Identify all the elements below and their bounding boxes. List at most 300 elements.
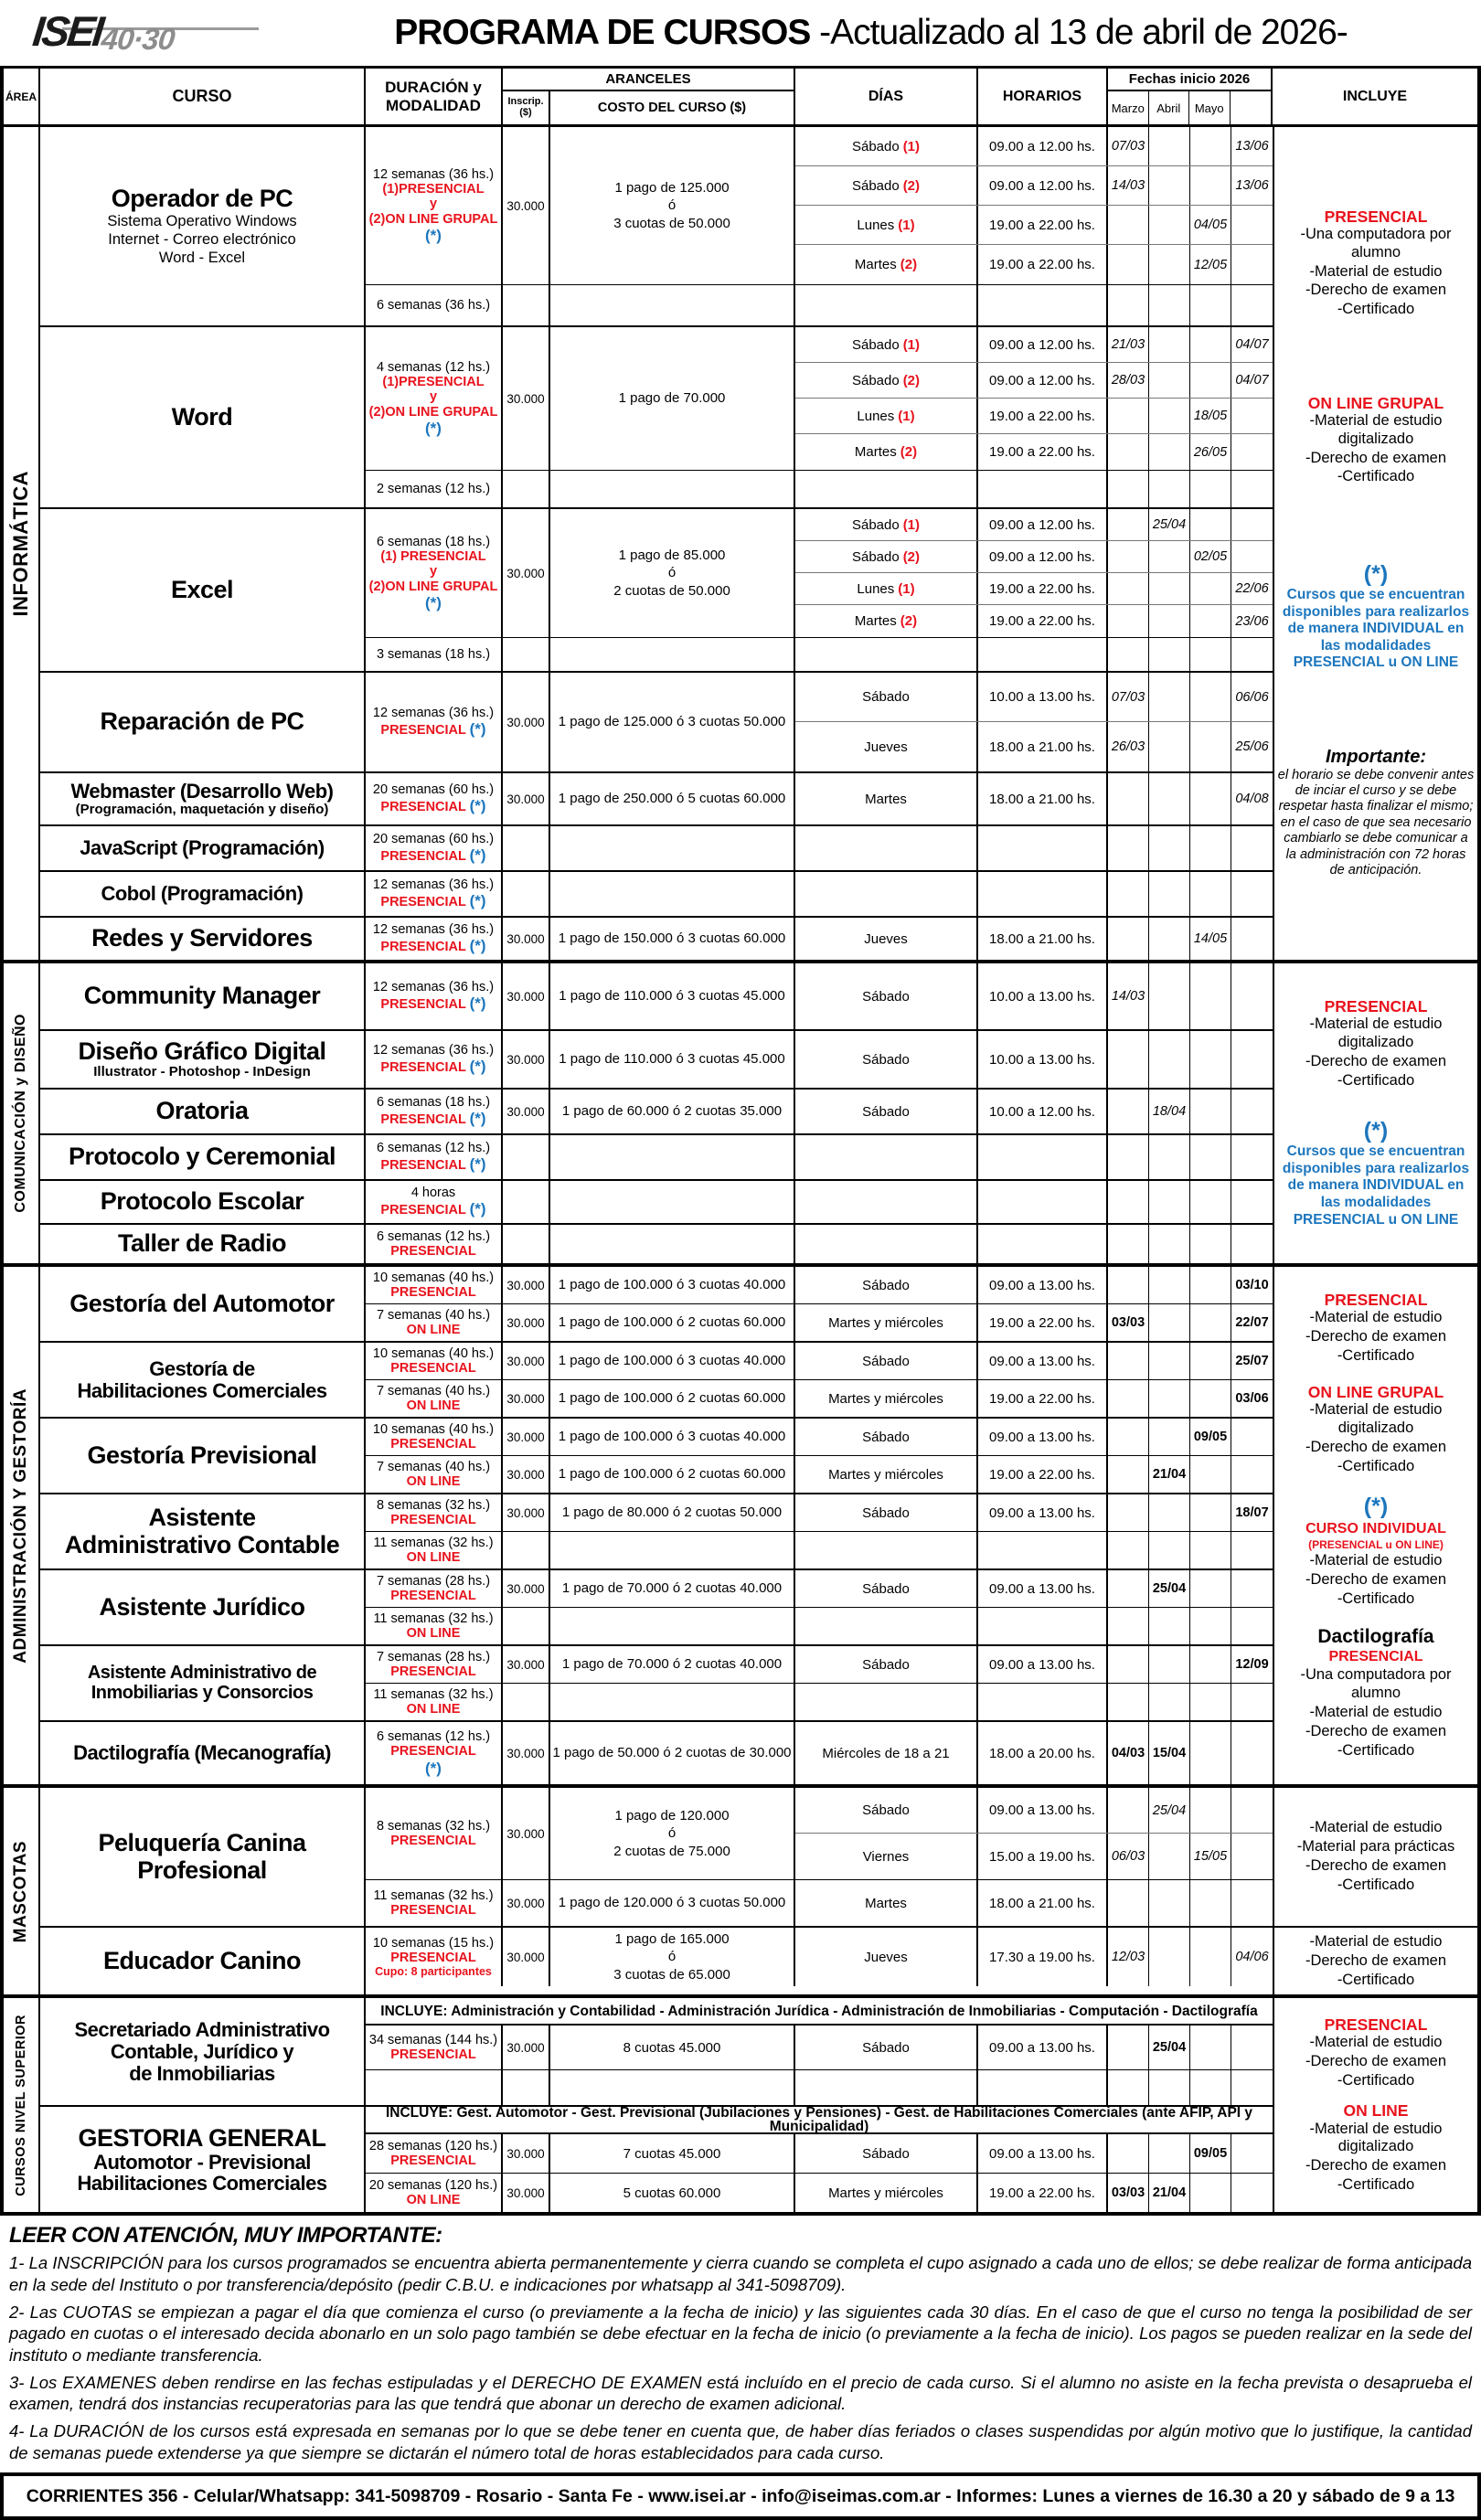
schedule-row (795, 1570, 1273, 1607)
cost-line: 1 pago de 50.000 ó 2 cuotas de 30.000 (552, 1745, 792, 1761)
course-row (40, 872, 1273, 918)
inscription-cell: 30.000 (503, 2026, 550, 2069)
course-title-line: Profesional (137, 1855, 267, 1884)
date-cell-marzo (1108, 1880, 1149, 1926)
cost-cell (550, 673, 795, 771)
date-cell-mayo: 26/05 (1190, 434, 1231, 470)
schedule-stack (795, 509, 1273, 637)
date-cell-marzo (1108, 245, 1149, 284)
cost-cell (550, 1570, 795, 1607)
day-cell (795, 1419, 978, 1455)
course-title (40, 1788, 366, 1926)
schedule-row (795, 1380, 1273, 1417)
time-cell: 09.00 a 12.00 hs. (978, 363, 1108, 398)
month-header-3: Mayo (1189, 91, 1231, 124)
date-cell-mayo (1190, 1135, 1231, 1179)
course-title-line: Illustrator - Photoshop - InDesign (93, 1064, 311, 1080)
date-cell-extra (1231, 2134, 1273, 2173)
time-cell: 09.00 a 13.00 hs. (978, 1267, 1108, 1303)
schedule-stack (795, 327, 1273, 470)
course-title (40, 1090, 366, 1133)
duration-line: (2)ON LINE GRUPAL (368, 211, 498, 227)
date-cell-mayo (1190, 1225, 1231, 1263)
date-cell-extra (1231, 399, 1273, 433)
date-cell-abril (1149, 1380, 1190, 1417)
cost-cell (550, 1135, 795, 1179)
duration-cell (366, 1419, 503, 1455)
inscription-cell: 30.000 (503, 1419, 550, 1455)
day-text: Sábado (862, 2145, 910, 2162)
schedule-row (795, 327, 1273, 363)
schedule-stack (795, 1722, 1273, 1784)
date-cell-marzo (1108, 573, 1149, 604)
date-cell-marzo (1108, 1684, 1149, 1720)
date-cell-extra (1231, 1419, 1273, 1455)
course-row (40, 1031, 1273, 1090)
inscription-cell: 30.000 (503, 1570, 550, 1607)
date-cell-mayo (1190, 127, 1231, 165)
col-header-fechas (1108, 69, 1273, 124)
date-cell-abril: 18/04 (1149, 1090, 1190, 1133)
date-cell-extra (1231, 1031, 1273, 1088)
variants-stack (366, 1494, 1273, 1568)
duration-line: 6 semanas (12 hs.) (376, 1228, 491, 1244)
schedule-stack (795, 1880, 1273, 1926)
date-cell-mayo (1190, 773, 1231, 824)
course-title (40, 509, 366, 671)
incluye-line: -Certificado (1337, 301, 1415, 318)
date-cell-extra (1231, 918, 1273, 960)
cost-cell (550, 2174, 795, 2212)
incluye-line: -Material para prácticas (1296, 1838, 1455, 1855)
incluye-block (1277, 395, 1475, 487)
time-cell: 09.00 a 12.00 hs. (978, 327, 1108, 362)
area-comunicacion (4, 963, 1477, 1267)
schedule-stack (795, 1380, 1273, 1417)
incluye-line: (PRESENCIAL u ON LINE) (1308, 1537, 1444, 1551)
schedule-stack (795, 1090, 1273, 1133)
course-title-line: Reparación de PC (100, 707, 304, 736)
duration-line: 12 semanas (36 hs.) (372, 167, 495, 183)
duration-line: 10 semanas (40 hs.) (372, 1345, 495, 1361)
schedule-row (795, 1304, 1273, 1341)
cost-line: ó (667, 1825, 677, 1842)
area-label-superior (4, 1998, 40, 2212)
fechas-label: Fechas inicio 2026 (1108, 69, 1271, 91)
schedule-stack (795, 638, 1273, 671)
date-cell-mayo (1190, 2174, 1231, 2212)
course-variant (366, 1031, 1273, 1088)
incluye-block-title: ON LINE GRUPAL (1307, 393, 1444, 412)
date-cell-abril: 25/04 (1149, 1788, 1190, 1833)
date-cell-mayo (1190, 1608, 1231, 1644)
incluye-line: -Derecho de examen (1305, 1439, 1447, 1456)
inscription-cell: 30.000 (503, 773, 550, 824)
course-title-line: Gestoría Previsional (87, 1441, 317, 1469)
time-cell: 09.00 a 13.00 hs. (978, 2026, 1108, 2069)
date-cell-abril (1149, 673, 1190, 721)
duration-line: ON LINE (406, 1323, 461, 1337)
inscription-cell (503, 285, 550, 325)
day-cell (795, 1608, 978, 1644)
time-cell: 19.00 a 22.00 hs. (978, 1456, 1108, 1493)
duration-line: 7 semanas (40 hs.) (376, 1383, 491, 1398)
cost-line: ó (667, 565, 677, 581)
inscription-cell: 30.000 (503, 1090, 550, 1133)
date-cell-extra (1231, 1684, 1273, 1720)
inscription-cell: 30.000 (503, 127, 550, 284)
incluye-cell (1273, 963, 1477, 1263)
area-superior (4, 1998, 1477, 2212)
group-mark: (2) (902, 548, 921, 565)
duration-line: ON LINE (406, 1626, 461, 1641)
note-paragraph: 4- La DURACIÓN de los cursos está expresada en semanas por lo que se debe tener en cuenta que, de haber días feriados o clases suspendidas por algún motivo que lo justifique, la cantidad de semanas puede extenderse ya que siempre se dictarán el número total de horas establecidados para cada curso. (9, 2421, 1472, 2462)
date-cell-extra (1231, 285, 1273, 325)
area-label-text: COMUNICACIÓN y DISEÑO (13, 1014, 28, 1213)
duration-cell (366, 1570, 503, 1607)
schedule-row (795, 2026, 1273, 2069)
day-text: Martes (865, 1895, 907, 1911)
cost-cell (550, 327, 795, 470)
variants-stack (366, 826, 1273, 870)
inscription-cell (503, 1225, 550, 1263)
course-variant (366, 1419, 1273, 1456)
schedule-row (795, 2070, 1273, 2105)
schedule-stack (795, 1419, 1273, 1455)
day-cell (795, 399, 978, 433)
date-cell-extra: 04/06 (1235, 1950, 1269, 1964)
duration-line: y (429, 197, 438, 212)
date-cell-extra (1231, 434, 1273, 470)
day-cell (795, 1304, 978, 1341)
course-variant (366, 918, 1273, 960)
duration-line: PRESENCIAL (390, 1437, 476, 1451)
schedule-stack (795, 1646, 1273, 1683)
date-cell-extra: 25/07 (1235, 1354, 1269, 1368)
incluye-line: PRESENCIAL (1328, 1649, 1423, 1665)
course-title-line: Peluquería Canina (98, 1829, 306, 1857)
duration-line: 6 semanas (12 hs.) (376, 1140, 491, 1155)
title-main: PROGRAMA DE CURSOS (394, 13, 811, 52)
date-cell-abril (1149, 1181, 1190, 1223)
date-cell-abril (1149, 1343, 1190, 1379)
incluye-block (1277, 1384, 1475, 1476)
schedule-stack (795, 2134, 1273, 2173)
course-variant (366, 1304, 1273, 1341)
time-cell (978, 1135, 1108, 1179)
date-cell-mayo (1190, 1090, 1231, 1133)
cost-line: 3 cuotas de 65.000 (613, 1966, 730, 1983)
variants-stack (366, 1646, 1273, 1720)
incluye-cell (1273, 127, 1477, 960)
date-cell-mayo: 12/05 (1190, 245, 1231, 284)
date-cell-abril (1149, 541, 1190, 572)
day-text: Sábado (862, 1656, 910, 1673)
course-row (40, 509, 1273, 673)
variants-stack (366, 1419, 1273, 1493)
schedule-row (795, 1419, 1273, 1455)
date-cell-extra (1231, 963, 1273, 1029)
incluye-cell (1273, 1928, 1477, 1994)
duration-line: (*) (425, 226, 442, 244)
course-row (40, 826, 1273, 872)
duration-line: 10 semanas (40 hs.) (372, 1270, 495, 1285)
date-cell-mayo (1190, 673, 1231, 721)
course-row (40, 327, 1273, 509)
course-title (40, 1998, 366, 2105)
area-label-mascotas (4, 1788, 40, 1994)
time-cell: 19.00 a 22.00 hs. (978, 245, 1108, 284)
duration-line: 6 semanas (36 hs.) (376, 297, 491, 313)
course-row (40, 127, 1273, 327)
time-cell: 18.00 a 21.00 hs. (978, 1880, 1108, 1926)
time-cell: 10.00 a 13.00 hs. (978, 1031, 1108, 1088)
schedule-row (795, 245, 1273, 284)
date-cell-abril (1149, 434, 1190, 470)
duration-line: PRESENCIAL (390, 1513, 476, 1527)
time-cell: 09.00 a 12.00 hs. (978, 166, 1108, 205)
duration-line: (*) (425, 419, 442, 437)
date-cell-mayo (1190, 471, 1231, 507)
day-text: Sábado (851, 372, 900, 388)
course-row (40, 1722, 1273, 1784)
course-variant (366, 773, 1273, 824)
date-cell-mayo (1190, 1267, 1231, 1303)
date-cell-mayo (1190, 363, 1231, 398)
course-title (40, 673, 366, 771)
date-cell-marzo: 14/03 (1108, 166, 1149, 205)
date-cell-marzo: 12/03 (1108, 1928, 1149, 1986)
duration-line: PRESENCIAL (*) (380, 994, 486, 1013)
cost-cell (550, 1031, 795, 1088)
course-title-line: Asistente (148, 1504, 256, 1532)
day-text: Martes y miércoles (828, 1390, 943, 1407)
date-cell-abril (1149, 918, 1190, 960)
time-cell: 09.00 a 12.00 hs. (978, 127, 1108, 165)
date-cell-extra (1231, 1135, 1273, 1179)
cost-line: 1 pago de 80.000 ó 2 cuotas 50.000 (561, 1505, 783, 1521)
cost-cell (550, 1722, 795, 1784)
schedule-stack (795, 1225, 1273, 1263)
cost-cell (550, 773, 795, 824)
day-cell (795, 573, 978, 604)
incluye-cell (1273, 1998, 1477, 2212)
course-row (40, 1419, 1273, 1494)
schedule-stack (795, 285, 1273, 325)
time-cell: 09.00 a 13.00 hs. (978, 1343, 1108, 1379)
date-cell-marzo (1108, 1788, 1149, 1833)
date-cell-extra (1231, 638, 1273, 671)
cost-cell (550, 1532, 795, 1568)
day-cell (795, 1532, 978, 1568)
time-cell (978, 471, 1108, 507)
cost-line: 1 pago de 70.000 ó 2 cuotas 40.000 (561, 1656, 783, 1673)
cost-line: ó (667, 197, 677, 214)
incluye-line: -Material de estudio (1309, 1703, 1443, 1720)
duration-cell (366, 872, 503, 916)
group-mark: (1) (902, 516, 921, 533)
cost-line: 1 pago de 165.000 (614, 1930, 730, 1947)
course-variant (366, 1225, 1273, 1263)
area-label-text: ADMINISTRACIÓN Y GESTORÍA (11, 1388, 30, 1664)
course-row (40, 673, 1273, 773)
cost-line: 1 pago de 125.000 ó 3 cuotas 50.000 (558, 714, 786, 730)
date-cell-extra: 06/06 (1235, 689, 1269, 705)
day-text: Martes y miércoles (828, 1314, 943, 1331)
time-cell: 09.00 a 12.00 hs. (978, 541, 1108, 572)
day-cell (795, 2026, 978, 2069)
course-variant (366, 2134, 1273, 2174)
day-cell (795, 1225, 978, 1263)
date-cell-abril (1149, 363, 1190, 398)
duration-line: PRESENCIAL (*) (380, 1155, 486, 1174)
date-cell-abril (1149, 399, 1190, 433)
date-cell-abril (1149, 638, 1190, 671)
inscription-cell: 30.000 (503, 1380, 550, 1417)
duration-cell (366, 1304, 503, 1341)
time-cell: 19.00 a 22.00 hs. (978, 1304, 1108, 1341)
course-title (40, 1225, 366, 1263)
time-cell: 18.00 a 21.00 hs. (978, 722, 1108, 771)
date-cell-extra (1231, 1570, 1273, 1607)
incluye-line: -Material de estudio (1309, 1933, 1443, 1950)
course-title-line: Asistente Jurídico (99, 1592, 305, 1621)
course-variant (366, 1135, 1273, 1179)
course-row (40, 918, 1273, 960)
incluye-line: -Derecho de examen (1305, 2157, 1447, 2174)
duration-cell (366, 1928, 503, 1986)
inscription-cell: 30.000 (503, 1928, 550, 1986)
incluye-line: -Material de estudio digitalizado (1309, 1015, 1443, 1050)
duration-line: 34 semanas (144 hs.) (368, 2033, 498, 2048)
course-variant (366, 638, 1273, 671)
duration-line: 11 semanas (32 hs.) (373, 1686, 494, 1702)
courses-stack (40, 1788, 1477, 1994)
date-cell-abril (1149, 1646, 1190, 1683)
course-variant (366, 1608, 1273, 1644)
date-cell-mayo (1190, 2070, 1231, 2105)
isei-logo (7, 7, 268, 56)
schedule-row (795, 722, 1273, 771)
duration-line: PRESENCIAL (390, 1244, 476, 1259)
date-cell-extra: 22/06 (1235, 581, 1269, 596)
incluye-block (1277, 2102, 1475, 2195)
time-cell: 09.00 a 13.00 hs. (978, 1419, 1108, 1455)
day-text: Martes (865, 791, 907, 807)
date-cell-extra (1231, 2070, 1273, 2105)
duration-cell (366, 1684, 503, 1720)
duration-line: 11 semanas (32 hs.) (373, 1611, 494, 1626)
duration-line: 12 semanas (36 hs.) (372, 979, 495, 994)
cost-line: 1 pago de 70.000 (618, 390, 726, 407)
duration-line: 11 semanas (32 hs.) (373, 1887, 494, 1903)
incluye-line: -Material de estudio (1309, 1819, 1443, 1836)
incluye-line: -Material de estudio (1309, 2034, 1443, 2051)
date-cell-extra (1231, 2026, 1273, 2069)
duration-cell (366, 1267, 503, 1303)
time-cell: 15.00 a 19.00 hs. (978, 1834, 1108, 1879)
duration-line: PRESENCIAL (*) (380, 1200, 486, 1218)
course-title (40, 327, 366, 507)
cost-cell (550, 127, 795, 284)
inscription-cell (503, 1135, 550, 1179)
date-cell-marzo: 26/03 (1108, 722, 1149, 771)
course-title-line: Administrativo Contable (64, 1530, 340, 1558)
group-mark: (2) (900, 613, 918, 629)
course-variant (366, 1646, 1273, 1684)
date-cell-marzo (1108, 471, 1149, 507)
cost-line: 3 cuotas de 50.000 (613, 215, 730, 231)
duration-cell (366, 1788, 503, 1879)
date-cell-abril: 25/04 (1149, 1570, 1190, 1607)
date-cell-mayo (1190, 1380, 1231, 1417)
course-variant (366, 2070, 1273, 2105)
duration-line: (2)ON LINE GRUPAL (368, 579, 498, 594)
date-cell-marzo (1108, 638, 1149, 671)
schedule-stack (795, 963, 1273, 1029)
schedule-row (795, 826, 1273, 870)
time-cell (978, 1608, 1108, 1644)
incluye-block (1277, 748, 1475, 879)
col-header-area: ÁREA (4, 69, 40, 124)
day-cell (795, 327, 978, 362)
duration-line: Cupo: 8 participantes (375, 1965, 492, 1979)
incluye-block-title: Importante: (1326, 746, 1426, 767)
day-cell (795, 638, 978, 671)
duration-line: PRESENCIAL (*) (380, 937, 486, 955)
day-cell (795, 918, 978, 960)
incluye-line: -Material de estudio digitalizado (1309, 2120, 1443, 2155)
date-cell-abril (1149, 1135, 1190, 1179)
date-cell-mayo (1190, 638, 1231, 671)
incluye-block (1277, 208, 1475, 319)
time-cell: 19.00 a 22.00 hs. (978, 605, 1108, 637)
schedule-row (795, 471, 1273, 507)
months-row (1108, 91, 1271, 124)
day-cell (795, 1031, 978, 1088)
course-row (40, 1998, 1273, 2107)
course-variant (366, 1494, 1273, 1532)
date-cell-marzo (1108, 206, 1149, 244)
incluye-line: Cursos que se encuentran disponibles para realizarlos de manera INDIVIDUAL en las modalidades PRESENCIAL u ON LINE (1282, 587, 1470, 671)
duration-line: 6 semanas (12 hs.) (376, 1729, 491, 1745)
course-title-line: Oratoria (155, 1097, 249, 1125)
course-title (40, 2107, 366, 2212)
date-cell-mayo (1190, 1494, 1231, 1531)
time-cell (978, 638, 1108, 671)
incluye-block-title: PRESENCIAL (1324, 1290, 1428, 1309)
incluye-line: -Una computadora por alumno (1300, 226, 1452, 261)
variants-stack (366, 1225, 1273, 1263)
course-variant (366, 1570, 1273, 1608)
col-header-incluye: INCLUYE (1342, 88, 1408, 104)
course-title (40, 1267, 366, 1341)
inscription-cell: 30.000 (503, 1267, 550, 1303)
inscription-cell (503, 826, 550, 870)
incluye-block (1277, 1627, 1475, 1760)
day-text: Sábado (862, 988, 910, 1005)
incluye-block-title: PRESENCIAL (1324, 2015, 1428, 2034)
duration-line: PRESENCIAL (390, 1951, 476, 1965)
day-text: Sábado (862, 1051, 910, 1068)
course-title (40, 1646, 366, 1720)
inscription-cell: 30.000 (503, 963, 550, 1029)
cost-cell (550, 509, 795, 637)
duration-line: ON LINE (406, 1474, 461, 1489)
date-cell-marzo (1108, 773, 1149, 824)
duration-line: PRESENCIAL (*) (380, 846, 486, 865)
time-cell: 09.00 a 12.00 hs. (978, 509, 1108, 540)
